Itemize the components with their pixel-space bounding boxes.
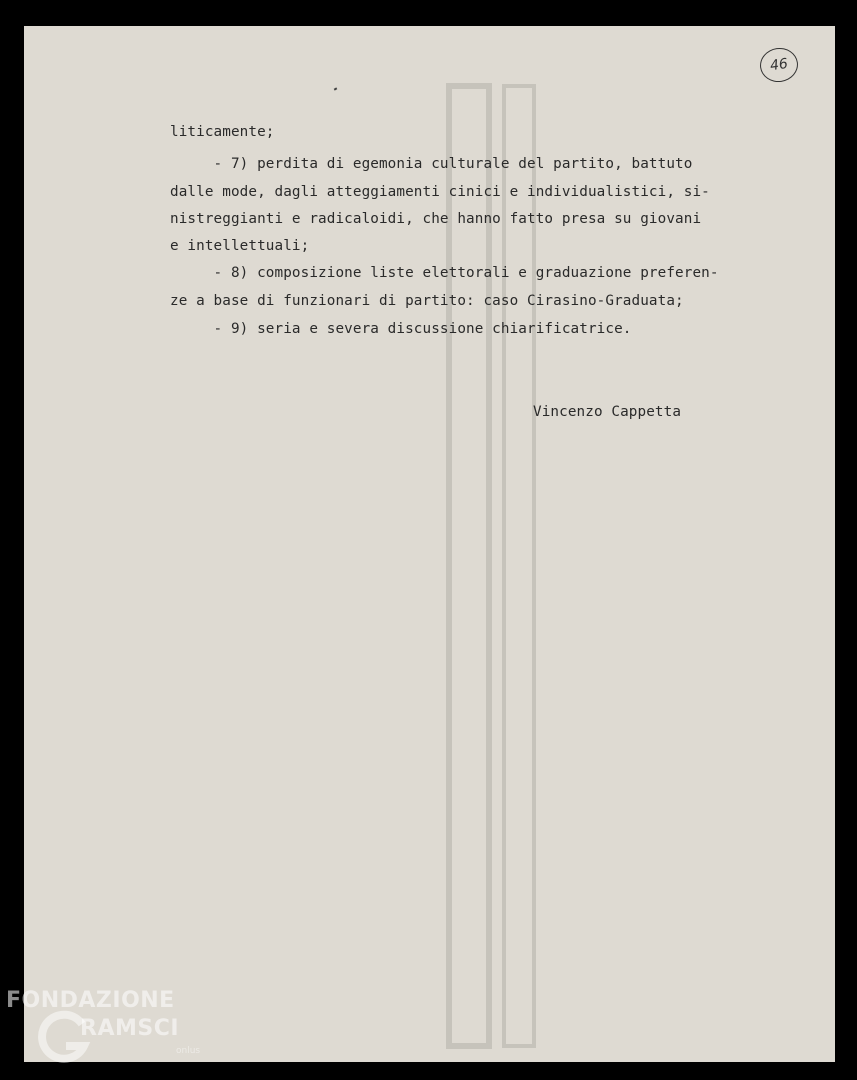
- document-page: [24, 26, 835, 1062]
- logo-suffix: onlus: [176, 1046, 201, 1056]
- body-line: - 7) perdita di egemonia culturale del partito, battuto: [170, 156, 693, 172]
- body-line: e intellettuali;: [170, 238, 310, 254]
- body-line: dalle mode, dagli atteggiamenti cinici e individualistici, si-: [170, 184, 710, 200]
- body-line: - 8) composizione liste elettorali e graduazione preferen-: [170, 265, 719, 281]
- body-line: ze a base di funzionari di partito: caso Cirasino-Graduata;: [170, 293, 684, 309]
- logo-line-2: RAMSCI: [80, 1016, 180, 1041]
- body-line: nistreggianti e radicaloidi, che hanno fatto presa su giovani: [170, 211, 702, 227]
- logo-line-1: FONDAZIONE: [6, 988, 175, 1013]
- body-line: liticamente;: [170, 124, 275, 140]
- signature: Vincenzo Cappetta: [533, 404, 682, 420]
- body-line: - 9) seria e severa discussione chiarificatrice.: [170, 321, 632, 337]
- page-number: 46: [758, 46, 800, 85]
